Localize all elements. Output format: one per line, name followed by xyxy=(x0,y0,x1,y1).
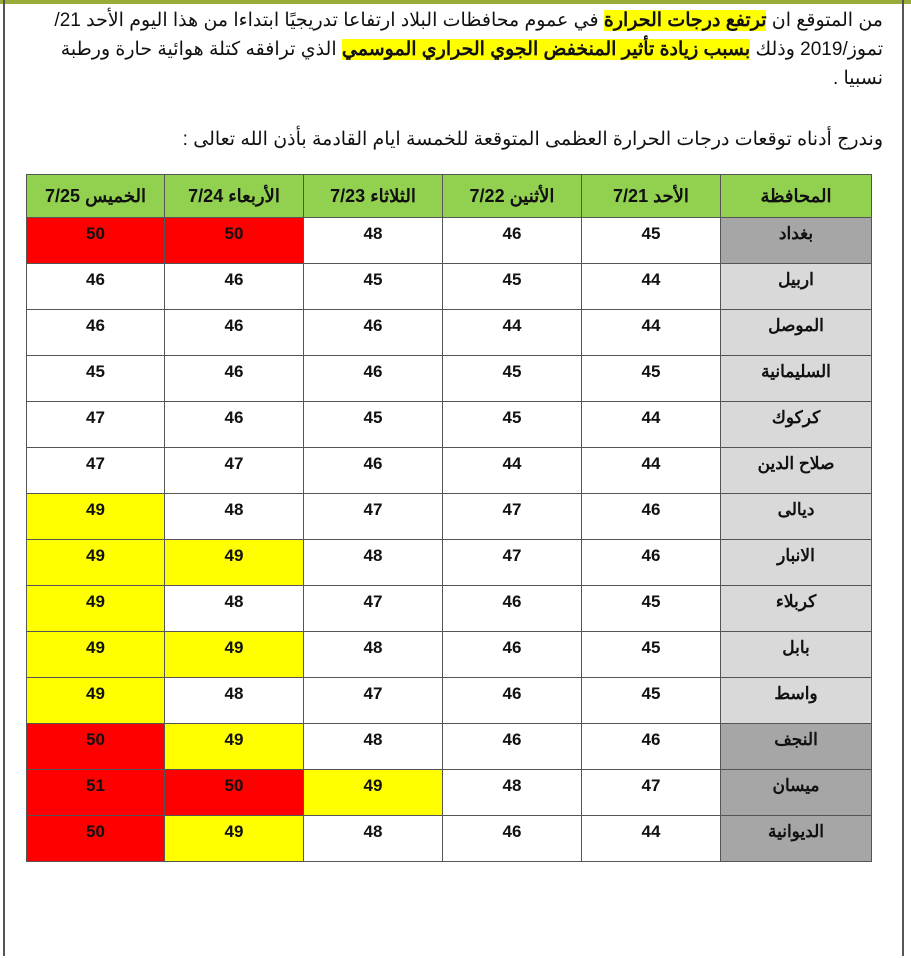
table-row xyxy=(27,678,872,724)
temperature-cell: 47 xyxy=(27,448,165,494)
province-name-cell: بابل xyxy=(721,632,872,678)
temperature-cell: 47 xyxy=(165,448,304,494)
temperature-cell: 48 xyxy=(304,218,443,264)
province-name-cell: صلاح الدين xyxy=(721,448,872,494)
temperature-cell: 45 xyxy=(582,356,721,402)
header-sunday: الأحد 7/21 xyxy=(582,175,721,218)
temperature-cell: 49 xyxy=(27,494,165,540)
temperature-cell: 50 xyxy=(27,724,165,770)
temperature-cell: 49 xyxy=(165,816,304,862)
temperature-cell: 45 xyxy=(304,402,443,448)
temperature-cell: 49 xyxy=(27,586,165,632)
temperature-cell: 45 xyxy=(443,402,582,448)
temperature-cell: 46 xyxy=(165,264,304,310)
header-wednesday: الأربعاء 7/24 xyxy=(165,175,304,218)
temperature-cell: 46 xyxy=(582,724,721,770)
province-name-cell: الموصل xyxy=(721,310,872,356)
intro-text-middle: في عموم محافظات البلاد ارتفاعا تدريجيًا ابتداءا من هذا اليوم الأحد 21/تموز/2019 وذلك xyxy=(54,10,883,60)
temperature-cell: 47 xyxy=(304,678,443,724)
temperature-cell: 44 xyxy=(582,264,721,310)
temperature-cell: 48 xyxy=(304,816,443,862)
temperature-cell: 45 xyxy=(304,264,443,310)
temperature-cell: 44 xyxy=(582,816,721,862)
temperature-cell: 47 xyxy=(304,586,443,632)
province-name-cell: كربلاء xyxy=(721,586,872,632)
table-row xyxy=(27,494,872,540)
table-row xyxy=(27,540,872,586)
intro-highlight-temperature-rise: ترتفع درجات الحرارة xyxy=(603,10,767,31)
table-row xyxy=(27,402,872,448)
temperature-cell: 45 xyxy=(27,356,165,402)
temperature-cell: 48 xyxy=(165,678,304,724)
temperature-cell: 44 xyxy=(443,448,582,494)
temperature-cell: 48 xyxy=(304,724,443,770)
intro-paragraph xyxy=(23,6,883,93)
temperature-cell: 48 xyxy=(304,632,443,678)
temperature-cell: 46 xyxy=(443,724,582,770)
province-name-cell: النجف xyxy=(721,724,872,770)
temperature-cell: 45 xyxy=(582,632,721,678)
temperature-cell: 45 xyxy=(582,218,721,264)
temperature-cell: 51 xyxy=(27,770,165,816)
temperature-cell: 49 xyxy=(27,540,165,586)
temperature-cell: 50 xyxy=(165,218,304,264)
temperature-cell: 47 xyxy=(582,770,721,816)
header-province: المحافظة xyxy=(721,175,872,218)
temperature-cell: 46 xyxy=(304,448,443,494)
table-row xyxy=(27,816,872,862)
temperature-cell: 47 xyxy=(443,540,582,586)
province-name-cell: الانبار xyxy=(721,540,872,586)
temperature-cell: 46 xyxy=(443,678,582,724)
table-row xyxy=(27,356,872,402)
table-row xyxy=(27,770,872,816)
temperature-cell: 46 xyxy=(27,264,165,310)
temperature-cell: 48 xyxy=(165,586,304,632)
province-name-cell: اربيل xyxy=(721,264,872,310)
intro-text-end: الذي ترافقه كتلة هوائية حارة ورطبة نسبيا . xyxy=(60,39,883,89)
temperature-cell: 48 xyxy=(443,770,582,816)
temperature-cell: 46 xyxy=(443,586,582,632)
temperature-cell: 50 xyxy=(165,770,304,816)
temperature-cell: 48 xyxy=(304,540,443,586)
temperature-cell: 46 xyxy=(304,356,443,402)
table-row xyxy=(27,724,872,770)
header-thursday: الخميس 7/25 xyxy=(27,175,165,218)
temperature-cell: 46 xyxy=(165,310,304,356)
temperature-cell: 49 xyxy=(165,724,304,770)
temperature-cell: 45 xyxy=(443,356,582,402)
temperature-cell: 47 xyxy=(443,494,582,540)
table-header-row xyxy=(27,175,872,218)
temperature-forecast-table xyxy=(26,174,872,862)
temperature-cell: 49 xyxy=(27,678,165,724)
province-name-cell: ميسان xyxy=(721,770,872,816)
temperature-cell: 50 xyxy=(27,816,165,862)
temperature-cell: 46 xyxy=(304,310,443,356)
temperature-cell: 48 xyxy=(165,494,304,540)
temperature-cell: 49 xyxy=(165,632,304,678)
temperature-cell: 47 xyxy=(27,402,165,448)
temperature-cell: 45 xyxy=(443,264,582,310)
temperature-cell: 45 xyxy=(582,586,721,632)
table-row xyxy=(27,218,872,264)
intro-text-start: من المتوقع ان xyxy=(766,10,883,31)
forecast-subtitle: وندرج أدناه توقعات درجات الحرارة العظمى المتوقعة للخمسة ايام القادمة بأذن الله تعالى : xyxy=(182,129,883,150)
temperature-cell: 45 xyxy=(582,678,721,724)
temperature-cell: 46 xyxy=(582,494,721,540)
table-row xyxy=(27,264,872,310)
temperature-cell: 49 xyxy=(165,540,304,586)
province-name-cell: الديوانية xyxy=(721,816,872,862)
temperature-cell: 47 xyxy=(304,494,443,540)
temperature-cell: 46 xyxy=(27,310,165,356)
temperature-cell: 44 xyxy=(443,310,582,356)
province-name-cell: ديالى xyxy=(721,494,872,540)
temperature-cell: 46 xyxy=(165,402,304,448)
temperature-cell: 49 xyxy=(304,770,443,816)
temperature-cell: 44 xyxy=(582,402,721,448)
province-name-cell: السليمانية xyxy=(721,356,872,402)
province-name-cell: كركوك xyxy=(721,402,872,448)
intro-highlight-cause: بسبب زيادة تأثير المنخفض الجوي الحراري الموسمي xyxy=(341,39,751,60)
temperature-cell: 46 xyxy=(443,816,582,862)
header-monday: الأثنين 7/22 xyxy=(443,175,582,218)
temperature-cell: 46 xyxy=(165,356,304,402)
table-row xyxy=(27,310,872,356)
temperature-cell: 46 xyxy=(582,540,721,586)
temperature-cell: 46 xyxy=(443,218,582,264)
temperature-cell: 50 xyxy=(27,218,165,264)
temperature-cell: 44 xyxy=(582,310,721,356)
province-name-cell: بغداد xyxy=(721,218,872,264)
temperature-cell: 46 xyxy=(443,632,582,678)
province-name-cell: واسط xyxy=(721,678,872,724)
table-row xyxy=(27,448,872,494)
table-row xyxy=(27,586,872,632)
header-tuesday: الثلاثاء 7/23 xyxy=(304,175,443,218)
table-row xyxy=(27,632,872,678)
temperature-cell: 44 xyxy=(582,448,721,494)
temperature-cell: 49 xyxy=(27,632,165,678)
table-body xyxy=(27,218,872,862)
